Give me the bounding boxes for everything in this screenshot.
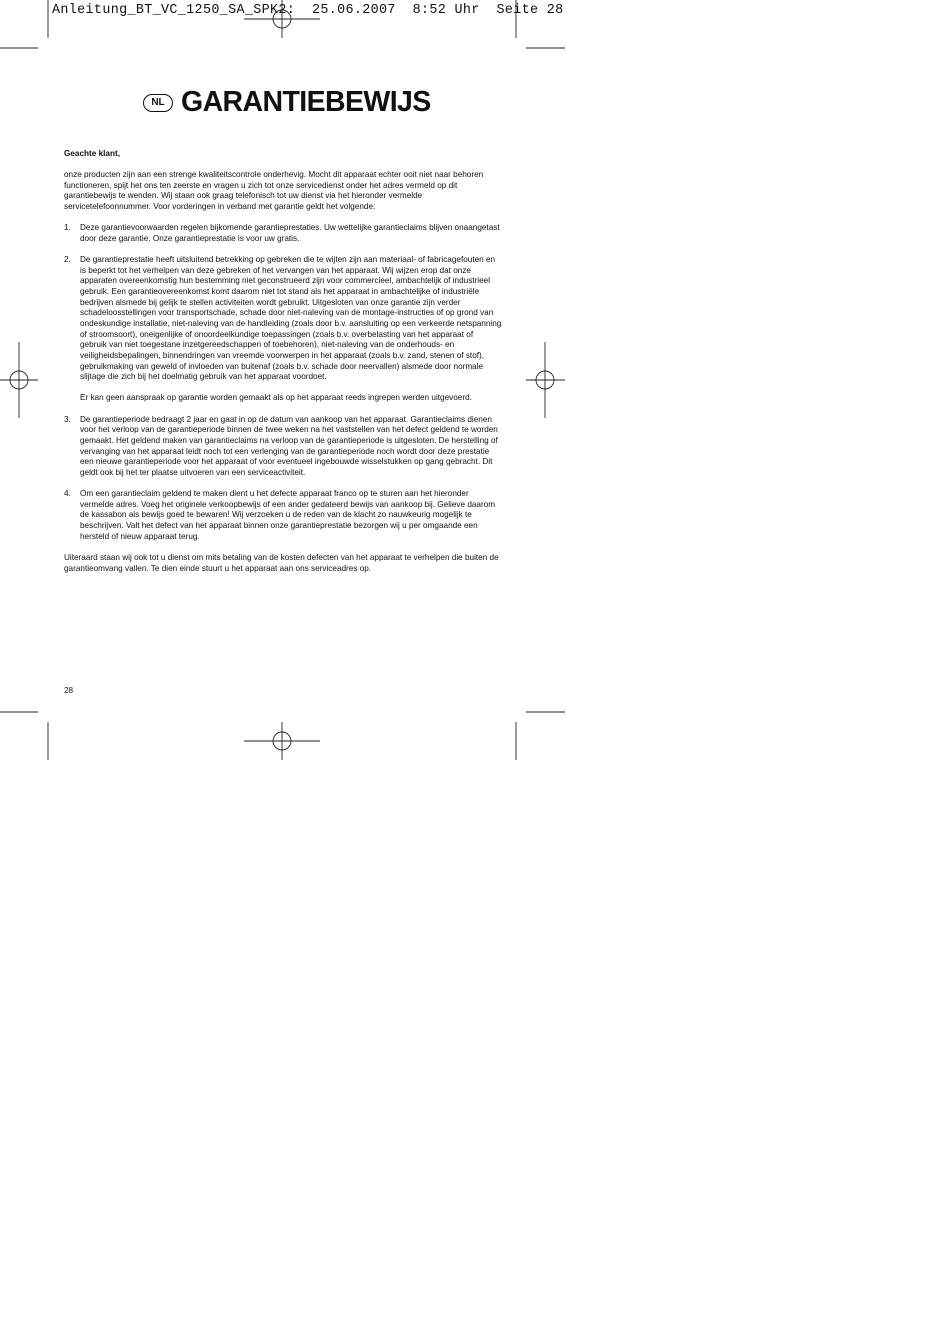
language-badge: NL — [143, 94, 173, 112]
page-number: 28 — [64, 686, 74, 695]
list-item-text: Deze garantievoorwaarden regelen bijkomende garantieprestaties. Uw wettelijke garantieclaims blijven onaangetast door deze garantie. Onze garantieprestatie is voor uw gratis. — [80, 223, 500, 243]
list-item-number: 3. — [64, 414, 71, 424]
list-item-text: De garantieprestatie heeft uitsluitend betrekking op gebreken die te wijten zijn aan materiaal- of fabricagefouten en is beperkt tot het verhelpen van deze gebreken of het vervangen van het apparaat. Wij wijzen erop dat onze apparaten overeenkomstig hun bestemming niet geconstrueerd zijn voor commercieel, ambachtelijk of industrieel gebruik. Een garantieovereenkomst komt daarom niet tot stand als het apparaat in ambachtelijke of industriële bedrijven alsmede bij gelijk te stellen activiteiten wordt gebruikt. Uitgesloten van onze garantie zijn verder schadeloosstellingen voor transportschade, schade door niet-naleving van de montage-instructies of op grond van ondeskundige installatie, niet-naleving van de handleiding (zoals door b.v. aansluiting op een verkeerde netspanning of stroomsoort), oneigenlijke of onoordeelkundige toepassingen (zoals b.v. overbelasting van het apparaat of gebruik van niet toegestane inzetgereedschappen of toebehoren), niet-naleving van de onderhouds- en veiligheidsbepalingen, binnendringen van vreemde voorwerpen in het apparaat (zoals b.v. zand, stenen of stof), gebruikmaking van geweld of invloeden van buitenaf (zoals b.v. schade door neervallen) alsmede door normale slijtage die zich bij het doelmatig gebruik van het apparaat voordoet. — [80, 255, 502, 382]
list-item-number: 2. — [64, 255, 71, 265]
warranty-text — [64, 149, 502, 574]
list-item-number: 1. — [64, 223, 71, 233]
list-item — [64, 415, 502, 479]
list-item — [64, 489, 502, 542]
list-item-text: De garantieperiode bedraagt 2 jaar en gaat in op de datum van aankoop van het apparaat. Garantieclaims dienen voor het verloop van de garantieperiode binnen de twee weken na het vaststellen van het defect geldend te worden gemaakt. Het geldend maken van garantieclaims na verloop van de garantieperiode is uitgesloten. De herstelling of vervanging van het apparaat leidt noch tot een verlenging van de garantieperiode noch wordt door deze prestatie een nieuwe garantieperiode voor het apparaat of voor eventueel ingebouwde wisselstukken op gang gebracht. Dit geldt ook bij het ter plaatse uitvoeren van een serviceactiviteit. — [80, 414, 498, 477]
intro-paragraph: onze producten zijn aan een strenge kwaliteitscontrole onderhevig. Mocht dit apparaat echter ooit niet naar behoren functioneren, spijt het ons ten zeerste en vragen u zich tot onze servicedienst onder het adres vermeld op dit garantiebewijs te wenden. Wij staan ook graag telefonisch tot uw dienst via het hieronder vermelde servicetelefoonnummer. Voor vorderingen in verband met garantie geldt het volgende: — [64, 170, 484, 212]
greeting: Geachte klant, — [64, 149, 120, 158]
list-item-text: Om een garantieclaim geldend te maken dient u het defecte apparaat franco op te sturen aan het hieronder vermelde adres. Voeg het originele verkoopbewijs of een ander gedateerd bewijs van aankoop bij. Gelieve daarom de kassabon als bewijs goed te bewaren! Wij verzoeken u de reden van de klacht zo nauwkeurig mogelijk te beschrijven. Valt het defect van het apparaat binnen onze garantieprestatie bezorgen wij u per omgaande een hersteld of nieuw apparaat terug. — [80, 489, 496, 541]
title-block — [143, 86, 431, 119]
list-item-number: 4. — [64, 489, 71, 499]
closing-paragraph: Uiteraard staan wij ook tot u dienst om mits betaling van de kosten defecten van het apparaat te verhelpen die buiten de garantieomvang vallen. Te dien einde stuurt u het apparaat aan ons serviceadres op. — [64, 552, 499, 573]
list-item — [64, 255, 502, 404]
list-item — [64, 223, 502, 244]
list-item-subtext: Er kan geen aanspraak op garantie worden gemaakt als op het apparaat reeds ingrepen werden uitgevoerd. — [80, 393, 472, 403]
page-title: GARANTIEBEWIJS — [181, 86, 431, 118]
print-slug-header: Anleitung_BT_VC_1250_SA_SPK2: 25.06.2007 8:52 Uhr Seite 28 — [52, 3, 564, 18]
